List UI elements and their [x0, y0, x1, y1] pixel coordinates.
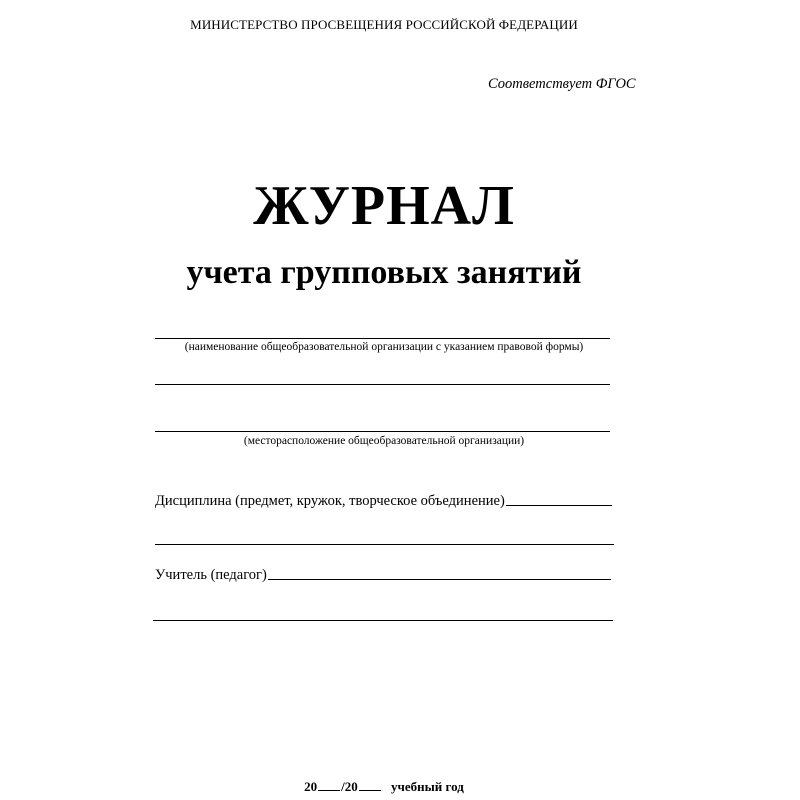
discipline-blank [506, 505, 612, 506]
year-middle: /20 [341, 779, 358, 794]
location-line [155, 431, 610, 432]
ministry-header: МИНИСТЕРСТВО ПРОСВЕЩЕНИЯ РОССИЙСКОЙ ФЕДЕРАЦИИ [190, 17, 578, 32]
year-blank-2 [359, 790, 381, 791]
discipline-field [155, 490, 612, 510]
organization-name-line-2 [155, 384, 610, 385]
year-blank-1 [318, 790, 340, 791]
discipline-label: Дисциплина (предмет, кружок, творческое объединение) [155, 493, 505, 509]
organization-name-line [155, 338, 610, 339]
journal-subtitle: учета групповых занятий [186, 254, 582, 291]
teacher-label: Учитель (педагог) [155, 567, 267, 583]
year-suffix: учебный год [391, 779, 464, 794]
discipline-line-2 [155, 544, 614, 545]
year-prefix: 20 [304, 779, 318, 794]
teacher-blank [268, 579, 611, 580]
organization-caption: (наименование общеобразовательной организации с указанием правовой формы) [184, 341, 584, 353]
location-caption: (месторасположение общеобразовательной организации) [243, 435, 525, 447]
teacher-line-2 [153, 620, 613, 621]
teacher-field [155, 564, 611, 584]
academic-year [0, 779, 768, 795]
journal-title: ЖУРНАЛ [253, 175, 515, 237]
fgos-compliance-note: Соответствует ФГОС [488, 76, 636, 92]
